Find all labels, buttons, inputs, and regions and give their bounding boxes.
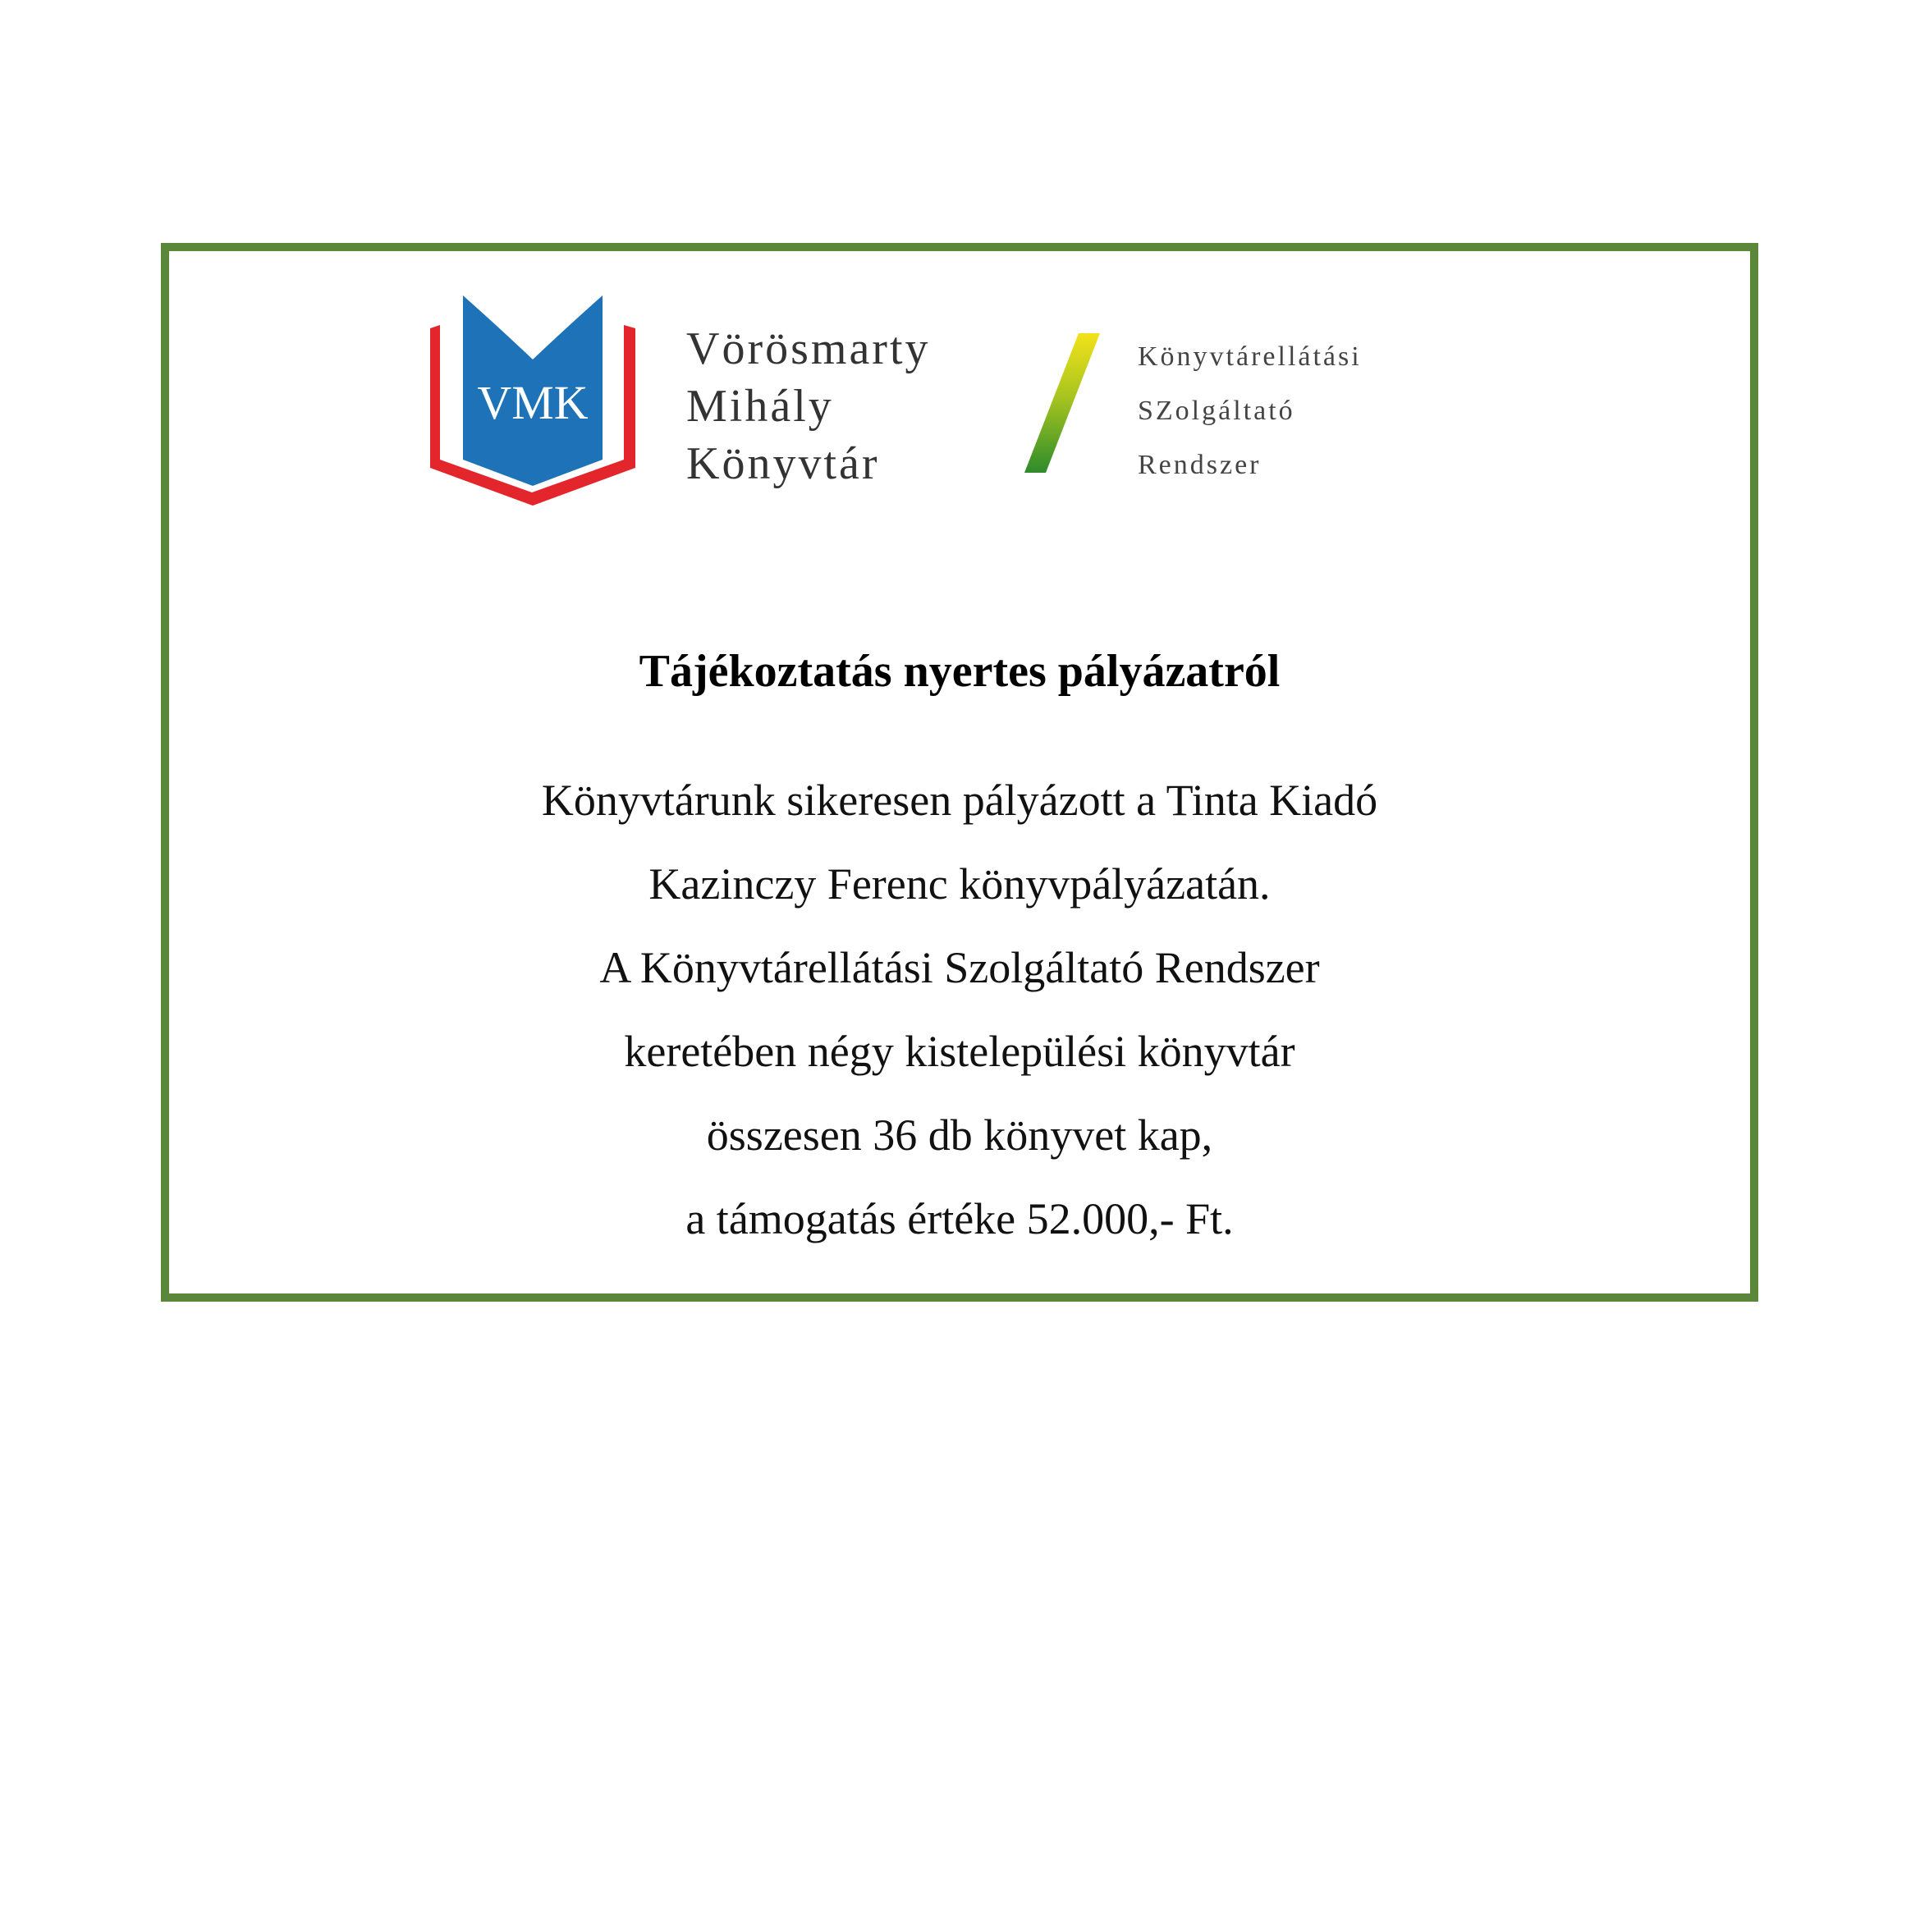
ksr-name-line-3: Rendszer xyxy=(1138,450,1262,480)
vmk-name-line-1 xyxy=(686,322,931,379)
notice-frame xyxy=(161,243,1758,1302)
notice-line: A Könyvtárellátási Szolgáltató Rendszer xyxy=(599,943,1320,992)
notice-body xyxy=(169,758,1750,1261)
notice-line: keretében négy kistelepülési könyvtár xyxy=(624,1027,1295,1076)
ksr-name-line-1: Könyvtárellátási xyxy=(1138,341,1362,372)
notice-line: Könyvtárunk sikeresen pályázott a Tinta Kiadó xyxy=(541,776,1378,825)
ksr-name-line-2: SZolgáltató xyxy=(1138,396,1295,426)
vmk-name-line-3-text: Könyvtár xyxy=(686,438,880,489)
vmk-name-line-2-text: Mihály xyxy=(686,381,834,432)
notice-line: Kazinczy Ferenc könyvpályázatán. xyxy=(648,859,1271,909)
notice-line: összesen 36 db könyvet kap, xyxy=(706,1110,1213,1160)
ksr-system-name xyxy=(1138,330,1362,492)
vmk-name-line-3 xyxy=(686,437,931,494)
notice-line: a támogatás értéke 52.000,- Ft. xyxy=(685,1194,1234,1243)
vmk-name-line-2 xyxy=(686,379,931,437)
vmk-book-logo xyxy=(430,295,635,506)
vmk-name-line-1-text: Vörösmarty xyxy=(686,323,931,374)
vmk-emblem-text: VMK xyxy=(477,376,589,429)
notice-title: Tájékoztatás nyertes pályázatról xyxy=(639,646,1281,697)
vmk-library-name xyxy=(686,322,931,494)
ksr-slash-icon xyxy=(1023,333,1105,473)
logo-header xyxy=(169,251,1750,522)
